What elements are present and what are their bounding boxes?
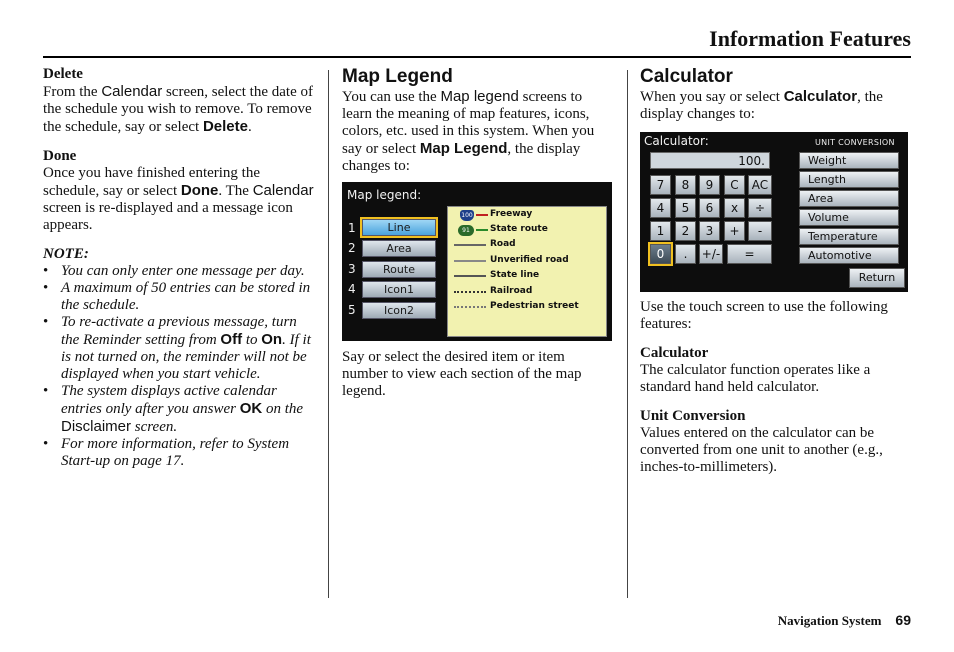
legend-line-button[interactable]: Line bbox=[362, 219, 436, 236]
unit-conversion-paragraph: Values entered on the calculator can be converted from one unit to another (e.g., inches-to-millimeters). bbox=[640, 425, 883, 475]
delete-paragraph: From the Calendar screen, select the date of the schedule you wish to remove. To remove the schedule, say or select Delete. bbox=[43, 83, 313, 135]
map-legend-screenshot bbox=[342, 182, 612, 341]
key-0[interactable]: 0 bbox=[650, 244, 671, 264]
legend-area-button[interactable]: Area bbox=[362, 240, 436, 257]
map-legend-intro: You can use the Map legend screens to learn the meaning of map features, icons, colors, etc. used in this system. When you say or select Map Legend, the display changes to: bbox=[342, 88, 595, 174]
legend-item: Pedestrian street bbox=[490, 301, 579, 311]
legend-item: Road bbox=[490, 239, 516, 249]
unverified-road-line bbox=[454, 260, 486, 262]
note-item: • You can only enter one message per day. bbox=[43, 263, 315, 280]
road-line bbox=[454, 244, 486, 246]
note-item: • For more information, refer to System Start-up on page 17. bbox=[43, 436, 315, 470]
legend-route-button[interactable]: Route bbox=[362, 261, 436, 278]
calculator-details bbox=[640, 299, 912, 476]
note-item: • The system displays active calendar entries only after you answer OK on the Disclaimer screen. bbox=[43, 383, 315, 436]
pedestrian-street-line bbox=[454, 306, 486, 308]
footer-section: Navigation System bbox=[777, 613, 882, 628]
key-decimal[interactable]: . bbox=[675, 244, 696, 264]
done-heading: Done bbox=[43, 148, 77, 164]
key-minus[interactable]: - bbox=[748, 221, 772, 241]
legend-panel bbox=[447, 206, 607, 337]
map-legend-instructions: Say or select the desired item or item number to view each section of the map legend. bbox=[342, 349, 582, 399]
key-5[interactable]: 5 bbox=[675, 198, 696, 218]
column-left bbox=[43, 66, 315, 470]
key-6[interactable]: 6 bbox=[699, 198, 720, 218]
map-legend-heading: Map Legend bbox=[342, 66, 453, 87]
unit-length-button[interactable]: Length bbox=[799, 171, 899, 188]
key-8[interactable]: 8 bbox=[675, 175, 696, 195]
done-paragraph: Once you have finished entering the schedule, say or select Done. The Calendar screen is re-displayed and a message icon appears. bbox=[43, 165, 314, 233]
key-9[interactable]: 9 bbox=[699, 175, 720, 195]
calculator-screenshot bbox=[640, 132, 908, 292]
unit-conversion-label: UNIT CONVERSION bbox=[815, 138, 895, 147]
item-number: 1 bbox=[348, 221, 356, 235]
map-legend-screen-title: Map legend: bbox=[347, 188, 422, 202]
state-route-shield-icon: 91 bbox=[458, 225, 474, 236]
page-number: 69 bbox=[895, 612, 911, 628]
calculator-display: 100. bbox=[650, 152, 770, 169]
touch-screen-paragraph: Use the touch screen to use the following features: bbox=[640, 299, 888, 332]
unit-temperature-button[interactable]: Temperature bbox=[799, 228, 899, 245]
calculator-subheading: Calculator bbox=[640, 345, 709, 361]
column-right bbox=[640, 66, 912, 123]
key-1[interactable]: 1 bbox=[650, 221, 671, 241]
calculator-paragraph: The calculator function operates like a standard hand held calculator. bbox=[640, 362, 871, 395]
key-plus-minus[interactable]: +/- bbox=[699, 244, 723, 264]
key-7[interactable]: 7 bbox=[650, 175, 671, 195]
key-2[interactable]: 2 bbox=[675, 221, 696, 241]
legend-item: State route bbox=[490, 224, 548, 234]
note-list bbox=[43, 263, 315, 470]
legend-item: Railroad bbox=[490, 286, 533, 296]
legend-item: Freeway bbox=[490, 209, 533, 219]
key-plus[interactable]: + bbox=[724, 221, 745, 241]
state-route-line bbox=[476, 229, 488, 231]
unit-area-button[interactable]: Area bbox=[799, 190, 899, 207]
legend-icon2-button[interactable]: Icon2 bbox=[362, 302, 436, 319]
state-line-line bbox=[454, 275, 486, 277]
page-title: Information Features bbox=[709, 26, 911, 51]
item-number: 4 bbox=[348, 282, 356, 296]
key-multiply[interactable]: x bbox=[724, 198, 745, 218]
note-heading: NOTE: bbox=[43, 246, 89, 262]
key-divide[interactable]: ÷ bbox=[748, 198, 772, 218]
item-number: 2 bbox=[348, 241, 356, 255]
key-equals[interactable]: = bbox=[727, 244, 772, 264]
interstate-shield-icon: 100 bbox=[461, 212, 473, 219]
key-4[interactable]: 4 bbox=[650, 198, 671, 218]
key-all-clear[interactable]: AC bbox=[748, 175, 772, 195]
legend-item: State line bbox=[490, 270, 540, 280]
title-rule bbox=[43, 56, 911, 58]
note-item: • To re-activate a previous message, turn the Reminder setting from Off to On. If it is not turned on, the reminder will not be displayed when you start vehicle. bbox=[43, 314, 315, 383]
item-number: 5 bbox=[348, 303, 356, 317]
column-middle bbox=[342, 66, 614, 175]
freeway-line bbox=[476, 214, 488, 216]
legend-icon1-button[interactable]: Icon1 bbox=[362, 281, 436, 298]
calculator-heading: Calculator bbox=[640, 66, 733, 87]
key-clear[interactable]: C bbox=[724, 175, 745, 195]
railroad-line bbox=[454, 291, 486, 293]
return-button[interactable]: Return bbox=[849, 268, 905, 288]
column-divider bbox=[328, 70, 329, 598]
calculator-screen-title: Calculator: bbox=[644, 134, 709, 148]
calculator-intro: When you say or select Calculator, the display changes to: bbox=[640, 88, 883, 122]
unit-conversion-heading: Unit Conversion bbox=[640, 408, 746, 424]
unit-volume-button[interactable]: Volume bbox=[799, 209, 899, 226]
column-divider bbox=[627, 70, 628, 598]
legend-item: Unverified road bbox=[490, 255, 569, 265]
unit-automotive-button[interactable]: Automotive bbox=[799, 247, 899, 264]
page-footer bbox=[778, 612, 911, 629]
unit-weight-button[interactable]: Weight bbox=[799, 152, 899, 169]
item-number: 3 bbox=[348, 262, 356, 276]
key-3[interactable]: 3 bbox=[699, 221, 720, 241]
note-item: • A maximum of 50 entries can be stored in the schedule. bbox=[43, 280, 315, 314]
delete-heading: Delete bbox=[43, 66, 83, 82]
